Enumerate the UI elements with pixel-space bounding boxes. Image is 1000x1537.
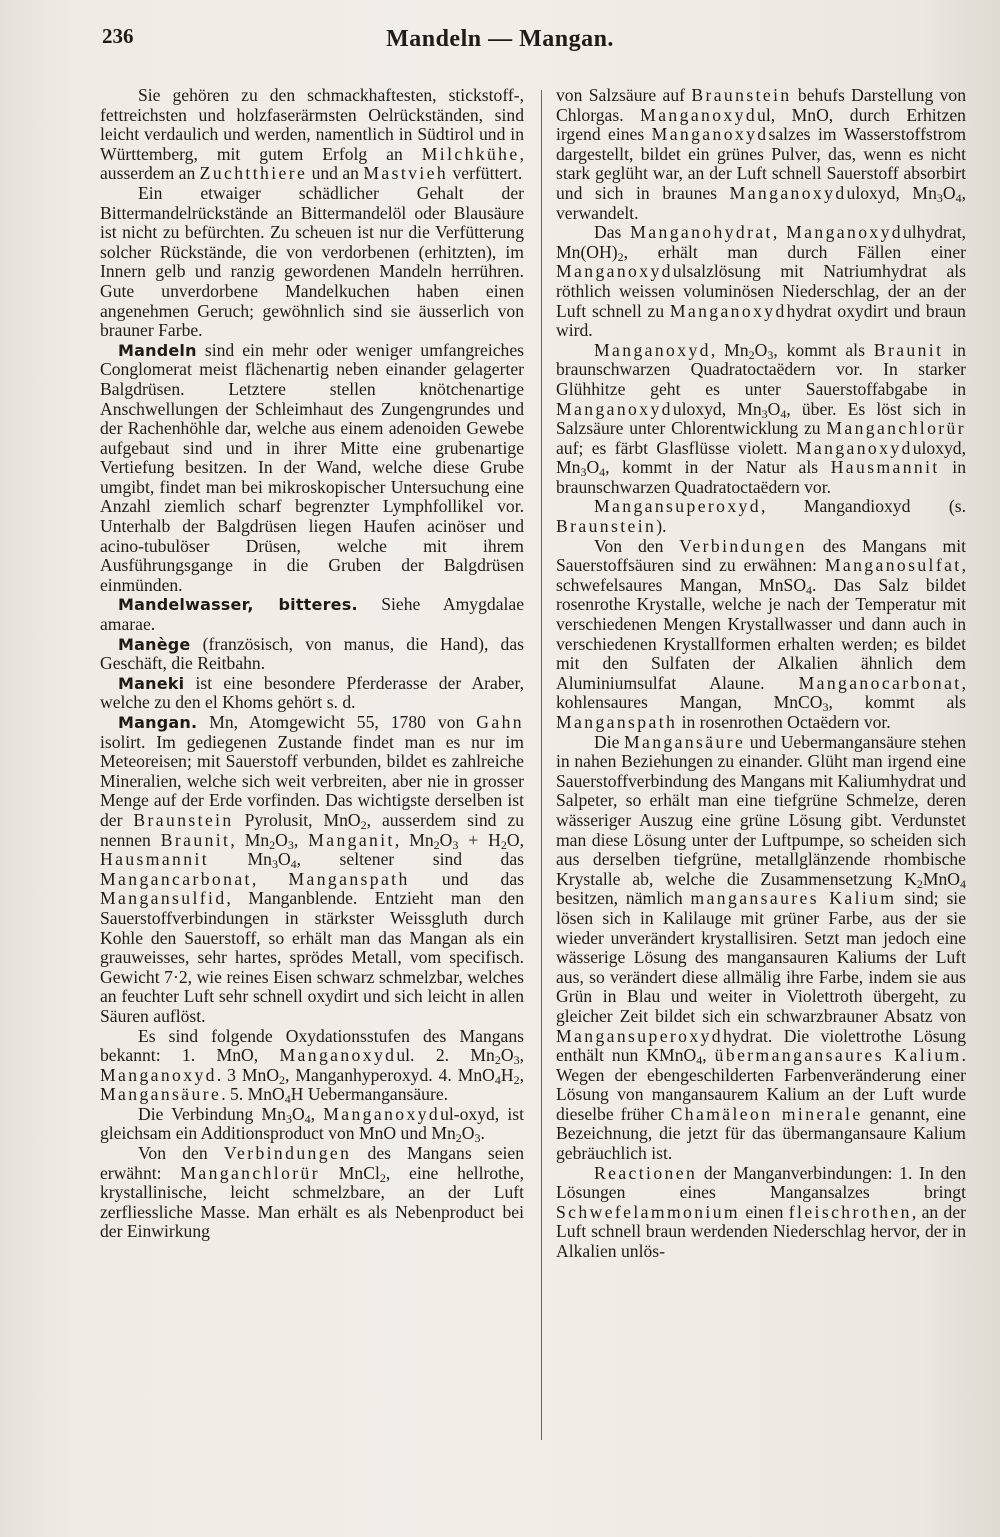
paragraph: Mangansuperoxyd, Mangandioxyd (s. Braunstein). [556,496,966,537]
running-title: Mandeln — Mangan. [386,26,614,52]
paragraph: Manganoxyd, $Mn_2O_3$, kommt als Braunit in braunschwarzen Quadratoctaëdern vor. In starker Glühhitze geht es unter Sauerstoffabgabe in Manganoxyduloxyd, $Mn_3O_4$, über. Es löst sich in Salzsäure unter Chlorentwicklung zu Manganchlorür auf; es färbt Glasflüsse violett. Manganoxyduloxyd, $Mn_3O_4$, kommt in der Natur als Hausmannit in braunschwarzen Quadratoctaëdern vor. [556,339,966,497]
paragraph: Mandeln sind ein mehr oder weniger umfangreiches Conglomerat meist flächenartig neben einander gelagerter Balgdrüsen. Letztere stellen knötchenartige Anschwellungen der Schleimhaut des Zungengrundes und der Rachenhöhle dar, welche aus einem adenoiden Gewebe aufgebaut sind und in ihrer Mitte eine grubenartige Vertiefung besitzen. In der Wand, welche diese Grube umgibt, findet man bei mikroskopischer Untersuchung eine Anzahl ziemlich scharf begrenzter Lymphfollikel vor. Unterhalb der Balgdrüsen liegen Haufen acinöser und acino-tubulöser Drüsen, welche mit ihrem Ausführungsgange in die Gruben der Balgdrüsen einmünden. [100,339,524,595]
left-column [100,86,524,1242]
page-number: 236 [102,24,134,48]
paragraph: Mandelwasser, bitteres. Siehe Amygdalae amarae. [100,594,525,635]
paragraph: Manège (französisch, von manus, die Hand), das Geschäft, die Reitbahn. [100,633,524,674]
paragraph: Es sind folgende Oxydationsstufen des Mangans bekannt: 1. MnO, Manganoxydul. 2. $Mn_2O_3$, Manganoxyd. 3 MnO$_2$, Manganhyperoxyd. 4. $MnO_4H_2$, Mangansäure. 5. MnO$_4$H Uebermangansäure. [100,1025,524,1107]
paragraph: Ein etwaiger schädlicher Gehalt der Bittermandelrückstände an Bittermandelöl oder Blausäure ist nicht zu befürchten. Zu scheuen ist nur die Verfütterung solcher Rückstände, die von verdorbenen (erhitzten), im Innern gelb und ranzig gewordenen Mandeln herrühren. Gute unverdorbene Mandelkuchen haben einen angenehmen Geruch; gewöhnlich sind sie äusserlich von brauner Farbe. [100,182,524,341]
paragraph: Maneki ist eine besondere Pferderasse der Araber, welche zu den el Khoms gehört s. d. [100,672,524,713]
paragraph: Reactionen der Manganverbindungen: 1. In den Lösungen eines Mangansalzes bringt Schwefelammonium einen fleischrothen, an der Luft schnell braun werdenden Niederschlag hervor, der in Alkalien unlös- [556,1162,966,1262]
paragraph: Die Mangansäure und Uebermangansäure stehen in nahen Beziehungen zu einander. Glüht man irgend eine Sauerstoffverbindung des Mangans mit Kaliumhydrat und Salpeter, so erhält man eine tiefgrüne Schmelze, deren wässeriger Auszug eine grüne Lösung gibt. Verdunstet man diese Lösung unter der Luftpumpe, so scheiden sich aus derselben tiefgrüne, metallglänzende rhombische Krystalle ab, welche die Zusammensetzung $K_2MnO_4$ besitzen, nämlich mangansaures Kalium sind; sie lösen sich in Kalilauge mit grüner Farbe, aus der sie wieder unverändert krystallisiren. Setzt man jedoch eine wässerige Lösung des mangansauren Kaliums der Luft aus, so verändert diese allmälig ihre Farbe, indem sie aus Grün in Blau und weiter in Violettroth übergeht, zu gleicher Zeit bildet sich ein schwarzbrauner Absatz von Mangansuperoxydhydrat. Die violettrothe Lösung enthält nun KMnO$_4$, übermangansaures Kalium. Wegen der ebengeschilderten Farbenveränderung einer Lösung von mangansaurem Kalium an der Luft wurde dieselbe früher Chamäleon minerale genannt, eine Bezeichnung, die jetzt für das übermangansaure Kalium gebräuchlich ist. [556,731,967,1164]
paragraph: von Salzsäure auf Braunstein behufs Darstellung von Chlorgas. Manganoxydul, MnO, durch Erhitzen irgend eines Manganoxydsalzes im Wasserstoffstrom dargestellt, bildet ein grünes Pulver, das, wenn es nicht stark geglüht war, an der Luft schnell Sauerstoff absorbirt und sich in braunes Manganoxyduloxyd, $Mn_3O_4$, verwandelt. [556,85,967,223]
column-divider [541,90,542,1440]
paragraph: Von den Verbindungen des Mangans mit Sauerstoffsäuren sind zu erwähnen: Manganosulfat, schwefelsaures Mangan, MnSO$_4$. Das Salz bildet rosenrothe Krystalle, welche je nach der Temperatur mit verschiedenen Mengen Krystallwasser und dann auch in verschiedenen Krystallformen erhalten werden; es bildet mit den Sulfaten der Alkalien ähnlich dem Aluminiumsulfat Alaune. Manganocarbonat, kohlensaures Mangan, MnCO$_3$, kommt als Manganspath in rosenrothen Octaëdern vor. [556,535,966,732]
right-column [556,86,966,1262]
paragraph: Von den Verbindungen des Mangans seien erwähnt: Manganchlorür MnCl$_2$, eine hellrothe, krystallinische, leicht schmelzbare, an der Luft zerfliessliche Masse. Man erhält es als Nebenproduct bei der Einwirkung [100,1143,525,1242]
paragraph: Mangan. Mn, Atomgewicht 55, 1780 von Gahn isolirt. Im gediegenen Zustande findet man es nur im Meteoreisen; mit Sauerstoff verbunden, bildet es zahlreiche Mineralien, welche sich weit verbreiten, aber nie in grosser Menge auf der Erde vorfinden. Das wichtigste derselben ist der Braunstein Pyrolusit, MnO$_2$, ausserdem sind zu nennen Braunit, $Mn_2O_3$, Manganit, $Mn_2O_3 + H_2O$, Hausmannit $Mn_3O_4$, seltener sind das Mangancarbonat, Manganspath und das Mangansulfid, Manganblende. Entzieht man den Sauerstoffverbindungen in stärkster Weissgluth durch Kohle den Sauerstoff, so erhält man das Mangan als ein grauweisses, sehr hartes, sprödes Metall, vom specifisch. Gewicht 7·2, wie reines Eisen schwarz schmelzbar, welches an feuchter Luft sehr schnell oxydirt und sich leicht in allen Säuren auflöst. [100,712,524,1026]
paragraph: Die Verbindung $Mn_3O_4$, Manganoxydul-oxyd, ist gleichsam ein Additionsproduct von MnO und $Mn_2O_3$. [100,1103,524,1146]
paragraph: Sie gehören zu den schmackhaftesten, stickstoff-, fettreichsten und holzfaserärmsten Oelrückständen, sind leicht verdaulich und werden, namentlich in Südtirol und in Württemberg, mit gutem Erfolg an Milchkühe, ausserdem an Zuchtthiere und an Mastvieh verfüttert. [100,85,524,184]
paragraph: Das Manganohydrat, Manganoxydulhydrat, $Mn(OH)_2$, erhält man durch Fällen einer Manganoxydulsalzlösung mit Natriumhydrat als röthlich weissen voluminösen Niederschlag, der an der Luft schnell zu Manganoxydhydrat oxydirt und braun wird. [556,222,967,341]
